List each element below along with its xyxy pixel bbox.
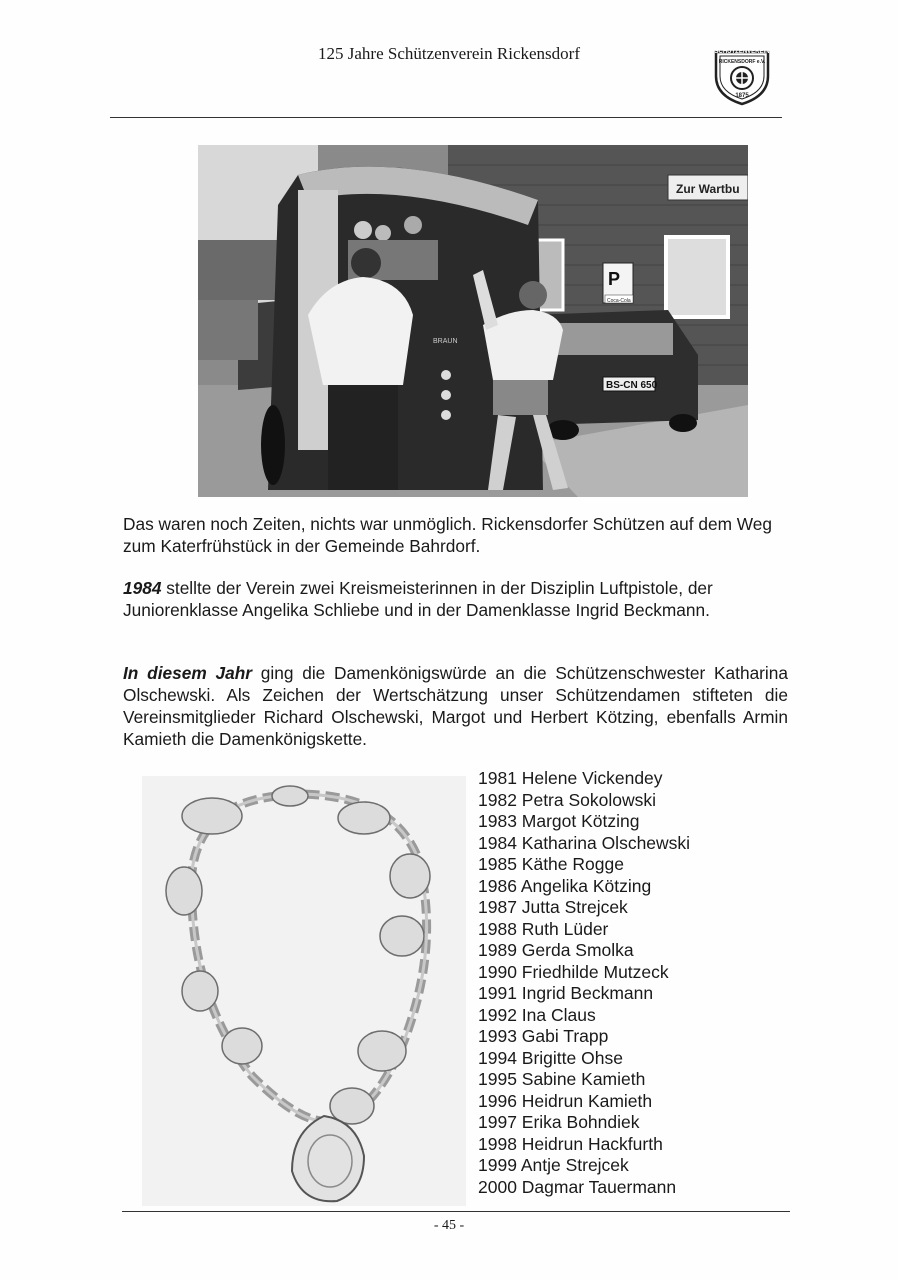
list-item: 1985 Käthe Rogge bbox=[478, 854, 624, 874]
list-item: 1995 Sabine Kamieth bbox=[478, 1069, 646, 1089]
list-item: 1987 Jutta Strejcek bbox=[478, 897, 628, 917]
list-item: 1992 Ina Claus bbox=[478, 1004, 596, 1025]
license-plate-text: BS-CN 650 bbox=[606, 380, 658, 391]
parking-sign: P bbox=[608, 269, 621, 289]
trailer-photo bbox=[198, 145, 748, 497]
list-item: 1988 Ruth Lüder bbox=[478, 918, 609, 939]
paragraph-1984-lead: 1984 bbox=[123, 578, 162, 598]
list-item: 1989 Gerda Smolka bbox=[478, 940, 634, 960]
list-item: 1991 Ingrid Beckmann bbox=[478, 983, 654, 1003]
list-item: 1996 Heidrun Kamieth bbox=[478, 1090, 653, 1111]
list-item: 1994 Brigitte Ohse bbox=[478, 1047, 623, 1068]
list-item: 1999 Antje Strejcek bbox=[478, 1155, 629, 1175]
page-number: - 45 - bbox=[433, 1218, 465, 1233]
footer-divider bbox=[122, 1211, 790, 1212]
damenkoenigin-list bbox=[478, 768, 690, 1198]
list-item: 1993 Gabi Trapp bbox=[478, 1026, 609, 1046]
list-item: 1984 Katharina Olschewski bbox=[478, 832, 691, 853]
seal-top-text: SCHÜTZENVEREIN bbox=[714, 49, 770, 55]
paragraph-damenkoenigin bbox=[123, 662, 788, 750]
paragraph-damenkoenigin-lead: In diesem Jahr bbox=[123, 663, 252, 683]
list-item: 1986 Angelika Kötzing bbox=[478, 875, 652, 896]
seal-mid-text: RICKENSDORF e.V. bbox=[718, 59, 766, 65]
header-divider bbox=[110, 117, 782, 118]
photo-caption: Das waren noch Zeiten, nichts war unmöglich. Rickensdorfer Schützen auf dem Weg zum Katerfrühstück in der Gemeinde Bahrdorf. bbox=[123, 514, 773, 556]
list-item: 1981 Helene Vickendey bbox=[478, 768, 663, 788]
paragraph-1984 bbox=[123, 577, 788, 621]
ad-sign-text: Coca-Cola bbox=[607, 298, 631, 304]
list-item: 1997 Erika Bohndiek bbox=[478, 1112, 640, 1132]
trailer-brand-text: BRAUN bbox=[433, 338, 458, 345]
seal-year-text: 1875 bbox=[735, 93, 749, 99]
paragraph-damenkoenigin-text: ging die Damenkönigswürde an die Schützenschwester Katharina Olschewski. Als Zeichen der Wertschätzung unser Schützendamen stifteten die Vereinsmitglieder Richard Olschewski, Margot und Herbert Kötzing, ebenfalls Armin Kamieth die Damenkönigskette. bbox=[123, 663, 788, 749]
list-item: 2000 Dagmar Tauermann bbox=[478, 1176, 677, 1197]
list-item: 1990 Friedhilde Mutzeck bbox=[478, 961, 669, 982]
photo-sign-text: Zur Wartbu bbox=[676, 182, 740, 196]
list-item: 1982 Petra Sokolowski bbox=[478, 789, 657, 810]
club-seal-logo bbox=[710, 42, 774, 106]
list-item: 1983 Margot Kötzing bbox=[478, 811, 640, 831]
paragraph-1984-text: stellte der Verein zwei Kreismeisterinnen in der Disziplin Luftpistole, der Juniorenklasse Angelika Schliebe und in der Damenklasse Ingrid Beckmann. bbox=[123, 578, 713, 620]
list-item: 1998 Heidrun Hackfurth bbox=[478, 1133, 663, 1154]
koenigskette-photo bbox=[142, 776, 466, 1206]
header-title: 125 Jahre Schützenverein Rickensdorf bbox=[318, 44, 580, 63]
